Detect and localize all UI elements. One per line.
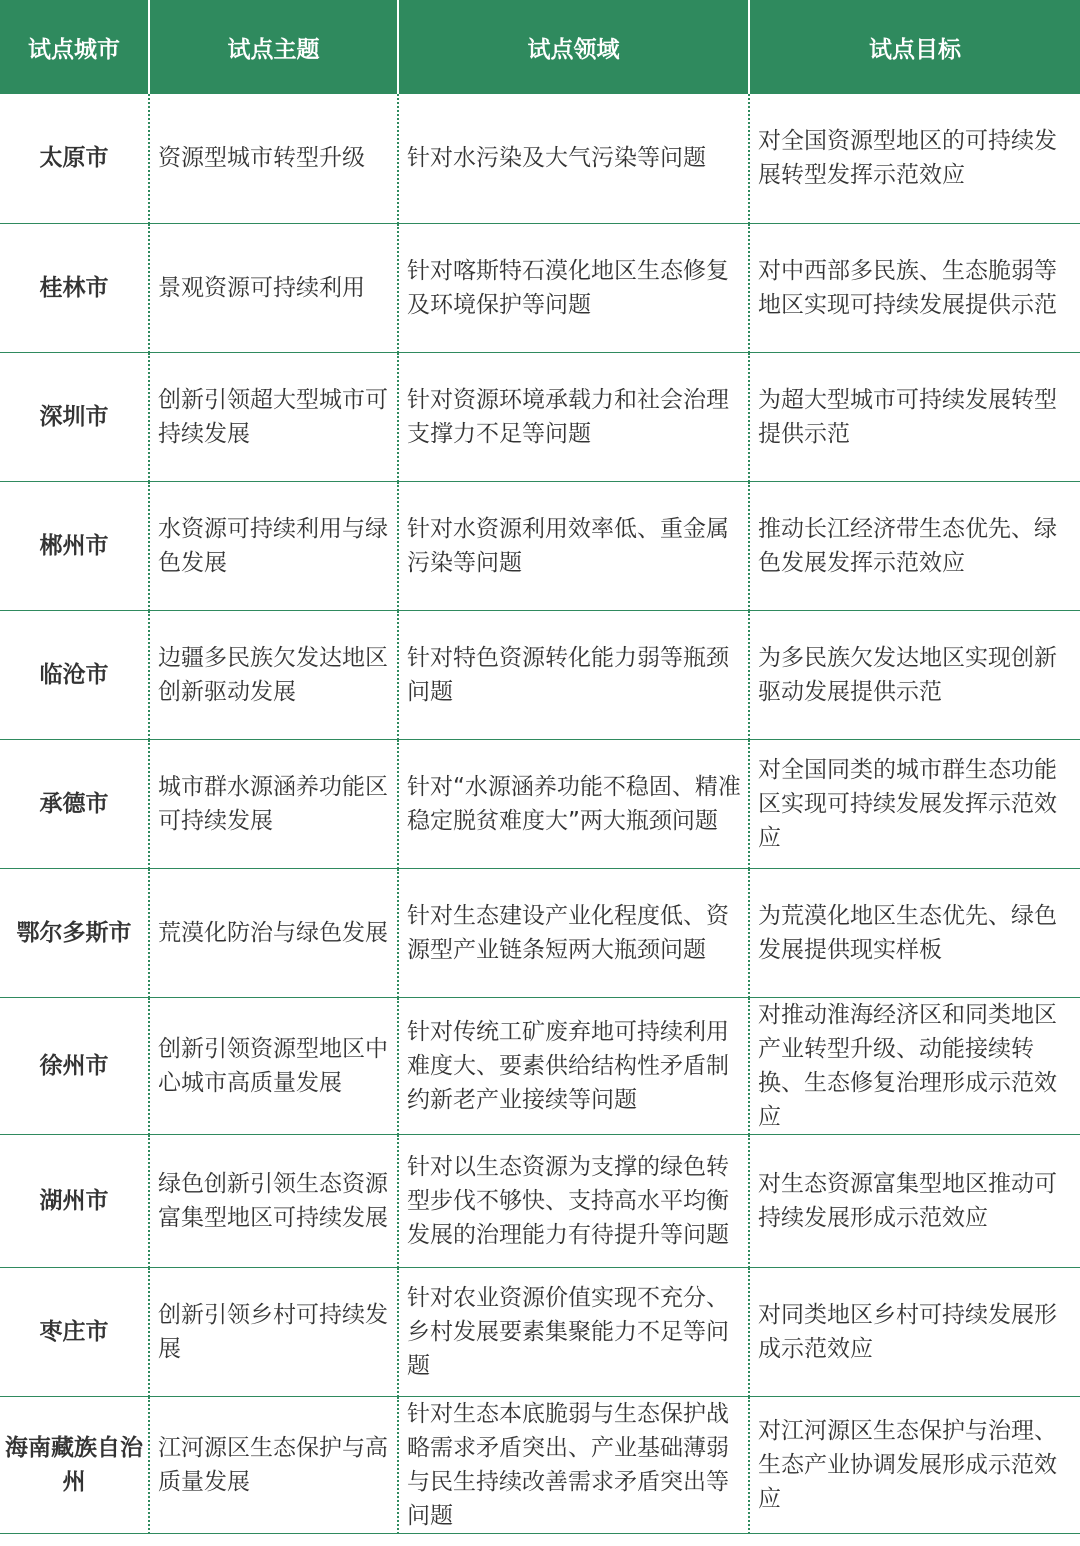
cell-theme: 荒漠化防治与绿色发展 (149, 868, 398, 997)
cell-theme: 创新引领资源型地区中心城市高质量发展 (149, 997, 398, 1134)
table-row (0, 739, 1080, 868)
cell-theme: 创新引领超大型城市可持续发展 (149, 352, 398, 481)
cell-goal: 对中西部多民族、生态脆弱等地区实现可持续发展提供示范 (749, 223, 1080, 352)
table-row (0, 1267, 1080, 1396)
table-row (0, 94, 1080, 223)
cell-city: 承德市 (0, 739, 149, 868)
cell-field: 针对资源环境承载力和社会治理支撑力不足等问题 (398, 352, 749, 481)
cell-city: 徐州市 (0, 997, 149, 1134)
table-row (0, 481, 1080, 610)
cell-field: 针对“水源涵养功能不稳固、精准稳定脱贫难度大”两大瓶颈问题 (398, 739, 749, 868)
cell-goal: 推动长江经济带生态优先、绿色发展发挥示范效应 (749, 481, 1080, 610)
cell-field: 针对水资源利用效率低、重金属污染等问题 (398, 481, 749, 610)
cell-theme: 景观资源可持续利用 (149, 223, 398, 352)
cell-field: 针对以生态资源为支撑的绿色转型步伐不够快、支持高水平均衡发展的治理能力有待提升等问题 (398, 1134, 749, 1267)
cell-city: 临沧市 (0, 610, 149, 739)
cell-city: 海南藏族自治州 (0, 1396, 149, 1533)
table-row (0, 223, 1080, 352)
header-pilot-field: 试点领域 (398, 0, 749, 94)
header-pilot-theme: 试点主题 (149, 0, 398, 94)
cell-theme: 城市群水源涵养功能区可持续发展 (149, 739, 398, 868)
cell-goal: 对江河源区生态保护与治理、生态产业协调发展形成示范效应 (749, 1396, 1080, 1533)
table-row (0, 610, 1080, 739)
cell-field: 针对水污染及大气污染等问题 (398, 94, 749, 223)
cell-city: 太原市 (0, 94, 149, 223)
header-pilot-city: 试点城市 (0, 0, 149, 94)
cell-city: 郴州市 (0, 481, 149, 610)
cell-goal: 为超大型城市可持续发展转型提供示范 (749, 352, 1080, 481)
cell-field: 针对喀斯特石漠化地区生态修复及环境保护等问题 (398, 223, 749, 352)
cell-city: 桂林市 (0, 223, 149, 352)
cell-theme: 江河源区生态保护与高质量发展 (149, 1396, 398, 1533)
cell-goal: 对生态资源富集型地区推动可持续发展形成示范效应 (749, 1134, 1080, 1267)
table-header (0, 0, 1080, 94)
cell-city: 湖州市 (0, 1134, 149, 1267)
table-body (0, 94, 1080, 1533)
cell-goal: 对推动淮海经济区和同类地区产业转型升级、动能接续转换、生态修复治理形成示范效应 (749, 997, 1080, 1134)
cell-goal: 为荒漠化地区生态优先、绿色发展提供现实样板 (749, 868, 1080, 997)
cell-goal: 为多民族欠发达地区实现创新驱动发展提供示范 (749, 610, 1080, 739)
cell-goal: 对同类地区乡村可持续发展形成示范效应 (749, 1267, 1080, 1396)
cell-goal: 对全国同类的城市群生态功能区实现可持续发展发挥示范效应 (749, 739, 1080, 868)
table-row (0, 868, 1080, 997)
cell-field: 针对生态建设产业化程度低、资源型产业链条短两大瓶颈问题 (398, 868, 749, 997)
header-row (0, 0, 1080, 94)
table-row (0, 1396, 1080, 1533)
cell-field: 针对农业资源价值实现不充分、乡村发展要素集聚能力不足等问题 (398, 1267, 749, 1396)
cell-field: 针对特色资源转化能力弱等瓶颈问题 (398, 610, 749, 739)
cell-city: 深圳市 (0, 352, 149, 481)
cell-city: 枣庄市 (0, 1267, 149, 1396)
table-row (0, 997, 1080, 1134)
header-pilot-goal: 试点目标 (749, 0, 1080, 94)
cell-field: 针对生态本底脆弱与生态保护战略需求矛盾突出、产业基础薄弱与民生持续改善需求矛盾突出等问题 (398, 1396, 749, 1533)
cell-city: 鄂尔多斯市 (0, 868, 149, 997)
cell-theme: 水资源可持续利用与绿色发展 (149, 481, 398, 610)
cell-theme: 资源型城市转型升级 (149, 94, 398, 223)
table-row (0, 1134, 1080, 1267)
cell-goal: 对全国资源型地区的可持续发展转型发挥示范效应 (749, 94, 1080, 223)
cell-theme: 创新引领乡村可持续发展 (149, 1267, 398, 1396)
table-row (0, 352, 1080, 481)
cell-theme: 绿色创新引领生态资源富集型地区可持续发展 (149, 1134, 398, 1267)
cell-theme: 边疆多民族欠发达地区创新驱动发展 (149, 610, 398, 739)
cell-field: 针对传统工矿废弃地可持续利用难度大、要素供给结构性矛盾制约新老产业接续等问题 (398, 997, 749, 1134)
